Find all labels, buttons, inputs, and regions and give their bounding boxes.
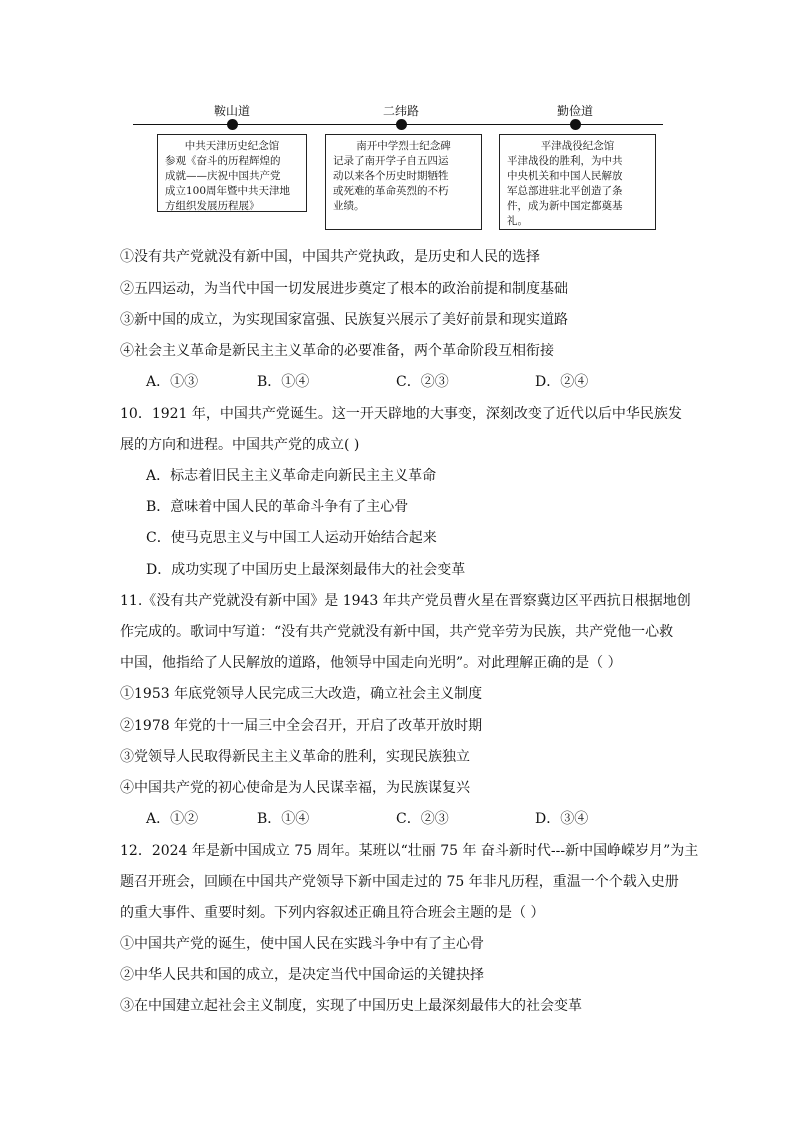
q11-stem-line-3: 中国，他指给了人民解放的道路，他领导中国走向光明”。对此理解正确的是（ ） [120, 655, 622, 671]
box-title: 南开中学烈士纪念碑 [356, 140, 451, 152]
stop-box-erweilu [325, 134, 482, 230]
stop-dot-erweilu [396, 119, 407, 130]
q11-statement-2: ②1978 年党的十一届三中全会召开，开启了改革开放时期 [120, 718, 483, 734]
q11-option-c[interactable]: C．②③ [396, 811, 449, 827]
q9-statement-2: ②五四运动，为当代中国一切发展进步奠定了根本的政治前提和制度基础 [120, 281, 568, 297]
q9-statement-3: ③新中国的成立，为实现国家富强、民族复兴展示了美好前景和现实道路 [120, 312, 568, 328]
q11-statement-3: ③党领导人民取得新民主主义革命的胜利，实现民族独立 [120, 749, 470, 765]
box-line: 平津战役的胜利，为中共 [507, 155, 623, 167]
q10-choice-a[interactable]: A．标志着旧民主主义革命走向新民主主义革命 [146, 468, 437, 484]
q9-statement-1: ①没有共产党就没有新中国，中国共产党执政，是历史和人民的选择 [120, 249, 540, 265]
box-line: 业绩。 [333, 200, 365, 212]
box-title: 平津战役纪念馆 [540, 140, 615, 152]
q11-options [0, 809, 794, 829]
q12-stem-line-3: 的重大事件、重要时刻。下列内容叙述正确且符合班会主题的是（ ） [120, 905, 545, 921]
box-line: 记录了南开学子自五四运 [333, 155, 449, 167]
q9-option-d[interactable]: D．②④ [535, 374, 589, 390]
stop-box-anshandao [157, 134, 307, 212]
q11-option-a[interactable]: A．①② [146, 811, 199, 827]
stop-label-anshandao: 鞍山道 [213, 104, 251, 118]
box-line: 方组织发展历程展》 [165, 200, 260, 212]
box-line: 成就——庆祝中国共产党 [165, 170, 281, 182]
q10-choice-b[interactable]: B．意味着中国人民的革命斗争有了主心骨 [146, 499, 409, 515]
box-line: 参观《奋斗的历程辉煌的 [165, 155, 281, 167]
q12-statement-3: ③在中国建立起社会主义制度，实现了中国历史上最深刻最伟大的社会变革 [120, 998, 582, 1014]
stop-box-qinjiandao [499, 134, 656, 230]
stop-label-qinjiandao: 勤俭道 [556, 104, 594, 118]
box-line: 成立100周年暨中共天津地 [165, 185, 291, 197]
route-diagram [133, 100, 663, 235]
q10-choice-d[interactable]: D．成功实现了中国历史上最深刻最伟大的社会变革 [146, 562, 466, 578]
q11-stem-line-2: 作完成的。歌词中写道：“没有共产党就没有新中国，共产党辛劳为民族，共产党他一心救 [120, 624, 674, 640]
box-title: 中共天津历史纪念馆 [184, 140, 280, 152]
q11-stem-line-1: 11.《没有共产党就没有新中国》是 1943 年共产党员曹火星在晋察冀边区平西抗日根据地创 [120, 593, 691, 609]
q10-stem-line-1: 10．1921 年，中国共产党诞生。这一开天辟地的大事变，深刻改变了近代以后中华民族发 [120, 406, 682, 422]
stop-dot-qinjiandao [570, 119, 581, 130]
box-line: 中央机关和中国人民解放 [507, 170, 623, 182]
q12-statement-2: ②中华人民共和国的成立，是决定当代中国命运的关键抉择 [120, 967, 484, 983]
q12-stem-line-1: 12．2024 年是新中国成立 75 周年。某班以“壮丽 75 年 奋斗新时代---新中国峥嵘岁月”为主 [120, 843, 699, 859]
box-line: 动以来各个历史时期牺牲 [333, 170, 449, 182]
stop-dot-anshandao [227, 119, 238, 130]
q9-option-a[interactable]: A．①③ [146, 374, 199, 390]
box-line: 军总部进驻北平创造了条 [507, 185, 623, 197]
box-line: 件，成为新中国定都奠基 [507, 200, 623, 212]
q11-option-d[interactable]: D．③④ [535, 811, 589, 827]
q9-option-b[interactable]: B．①④ [257, 374, 310, 390]
stop-label-erweilu: 二纬路 [382, 104, 420, 118]
box-line: 礼。 [507, 215, 528, 227]
q11-statement-1: ①1953 年底党领导人民完成三大改造，确立社会主义制度 [120, 686, 483, 702]
box-line: 或死难的革命英烈的不朽 [333, 185, 449, 197]
q11-option-b[interactable]: B．①④ [257, 811, 310, 827]
q12-statement-1: ①中国共产党的诞生，使中国人民在实践斗争中有了主心骨 [120, 936, 484, 952]
q10-stem-line-2: 展的方向和进程。中国共产党的成立( ) [120, 437, 360, 453]
q11-statement-4: ④中国共产党的初心使命是为人民谋幸福，为民族谋复兴 [120, 780, 470, 796]
q9-option-c[interactable]: C．②③ [396, 374, 449, 390]
q10-choice-c[interactable]: C．使马克思主义与中国工人运动开始结合起来 [146, 530, 437, 546]
q9-options [0, 372, 794, 392]
q12-stem-line-2: 题召开班会，回顾在中国共产党领导下新中国走过的 75 年非凡历程，重温一个个载入史册 [120, 874, 679, 890]
q9-statement-4: ④社会主义革命是新民主主义革命的必要准备，两个革命阶段互相衔接 [120, 343, 554, 359]
